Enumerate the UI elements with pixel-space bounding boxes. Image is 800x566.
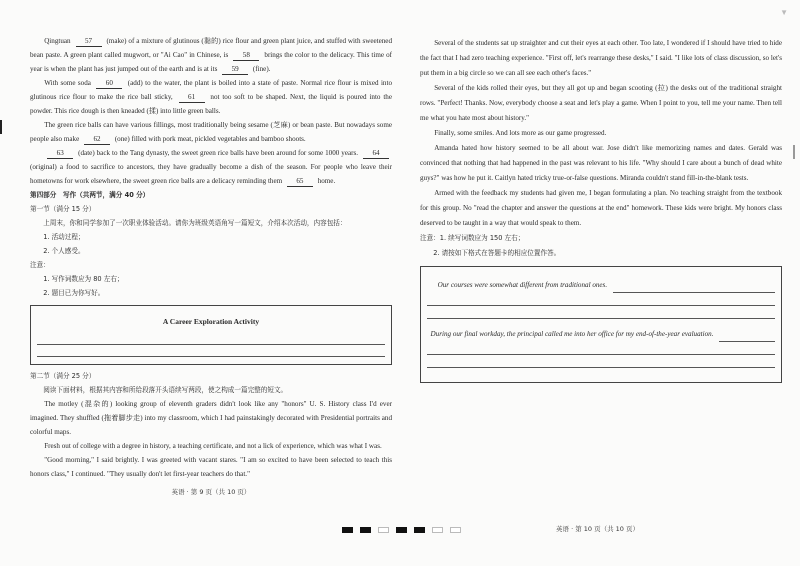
answer-line (427, 306, 775, 319)
passage-text: (add) to the water, the plant is boiled into a state of paste. Normal rice flour is mixed into glutinous rice flour to make the rice ball sticky, (30, 79, 392, 101)
writing-box (30, 305, 392, 365)
scan-edge-mark (793, 145, 795, 159)
blank-number: 61 (179, 92, 205, 103)
writing-box-title: A Career Exploration Activity (162, 317, 260, 326)
left-page (30, 34, 392, 497)
story-paragraph: Several of the kids rolled their eyes, but they all got up and began scooting (拉) the desks out of the traditional straight rows. "Perfect! Thanks. Now, everybody choose a seat and let's play a game. When I point to you, tell me your name. Then tell me what you hate most about history." (420, 84, 782, 122)
registration-mark (414, 527, 425, 533)
passage-text: Qingtuan (44, 37, 71, 45)
blank-number: 58 (233, 50, 259, 61)
passage-text: not too soft to be shaped. Next, the liquid is poured into the powder. This rice dough is then kneaded (揉) into little green balls. (30, 93, 392, 115)
answer-line (37, 345, 385, 357)
section2-title: 第二节（满分 25 分） (30, 372, 96, 380)
prompt-2: During our final workday, the principal called me into her office for my end-of-the-year evaluation. (430, 330, 714, 338)
registration-mark (378, 527, 389, 533)
note-2: 2. 题目已为你写好。 (43, 289, 105, 297)
answer-line (37, 333, 385, 345)
passage-paragraph (30, 34, 392, 76)
prompt-1: Our courses were somewhat different from traditional ones. (437, 281, 608, 289)
grammar-passage (30, 34, 392, 188)
passage-text: (date) back to the Tang dynasty, the sweet green rice balls have been around for some 1000 years. (78, 149, 359, 157)
story-paragraph: Several of the students sat up straighter and cut their eyes at each other. Too late, I wondered if I should have tried to hide the fact that I had zero teaching experience. "First off, let's rearrange these desks," I said. "I like lots of class discussion, so let's put them in a big circle so we can all see each other's faces." (420, 39, 782, 77)
registration-marks (342, 527, 461, 533)
story-paragraph: Finally, some smiles. And lots more as our game progressed. (434, 129, 607, 137)
story-paragraph: The motley (混杂的) looking group of eleventh graders didn't look like any "honors" U. S. History class I'd ever imagined. They shuffled (拖着脚步走) into my classroom, which I had painstakingly decorated with Presidential portraits and colorful maps. (30, 400, 392, 436)
passage-text: (make) of a mixture of glutinous (黏的) rice flour and green plant juice, and stuffed with sweetened bean paste. A green plant called mugwort, or "Ai Cao" in Chinese, is (30, 37, 393, 59)
blank-number: 64 (363, 148, 389, 159)
part4-title: 第四部分 写作（共两节，满分 40 分） (30, 191, 150, 199)
continuation-box (420, 266, 782, 383)
registration-mark (396, 527, 407, 533)
point-2: 2. 个人感受。 (43, 247, 85, 255)
passage-text: With some soda (44, 79, 91, 87)
story-paragraph: Fresh out of college with a degree in history, a teaching certificate, and not a lick of experience, which was what I was. (44, 442, 382, 450)
registration-mark (432, 527, 443, 533)
point-1: 1. 活动过程； (43, 233, 85, 241)
passage-paragraph (30, 76, 392, 118)
notes-label: 注意： (30, 261, 50, 269)
answer-line (427, 355, 775, 368)
registration-mark (450, 527, 461, 533)
passage-text: home. (317, 177, 336, 185)
passage-paragraph (30, 118, 392, 146)
answer-line (613, 284, 775, 293)
blank-number: 63 (47, 148, 73, 159)
registration-mark (360, 527, 371, 533)
blank-number: 57 (76, 36, 102, 47)
answer-line (719, 333, 775, 342)
page-footer-right: 英语 · 第 10 页（共 10 页） (556, 525, 640, 533)
right-page (420, 36, 782, 387)
registration-mark (342, 527, 353, 533)
section1-instruction: 上周末，你和同学参加了一次职业体验活动。请你为班级英语角写一篇短文，介绍本次活动，内容包括： (43, 219, 347, 227)
passage-text: The green rice balls can have various fillings, most traditionally being sesame (芝麻) or bean paste. But nowadays some people also make (30, 121, 392, 143)
note-2: 2. 请按如下格式在答题卡的相应位置作答。 (433, 249, 561, 257)
blank-number: 65 (287, 176, 313, 187)
passage-text: (one) filled with pork meat, pickled vegetables and bamboo shoots. (114, 135, 306, 143)
blank-number: 60 (96, 78, 122, 89)
answer-line (427, 342, 775, 355)
page-footer-left: 英语 · 第 9 页（共 10 页） (171, 488, 251, 496)
scan-edge-mark (0, 120, 2, 134)
blank-number: 62 (84, 134, 110, 145)
notes-label: 注意： (420, 234, 440, 242)
note-1: 1. 写作词数应为 80 左右； (43, 275, 124, 283)
passage-text: (original) a food to sacrifice to ancestors, they have gradually become a dish of the season. For people who leave their hometowns for work elsewhere, the sweet green rice balls are a delicacy reminding them (30, 163, 392, 185)
story-paragraph: Armed with the feedback my students had given me, I began formulating a plan. No teaching straight from the textbook for this group. No "read the chapter and answer the questions at the end" homework. These kids were bright. My honors class deserved to be taught in a way that would speak to them. (420, 189, 782, 227)
corner-mark: ▼ (780, 8, 788, 17)
passage-text: (fine). (252, 65, 271, 73)
story-paragraph: "Good morning," I said brightly. I was greeted with vacant stares. "I am so excited to have been selected to teach this honors class," I continued. "They usually don't let first-year teachers do that." (30, 456, 392, 478)
answer-line (427, 293, 775, 306)
story-paragraph: Amanda hated how history seemed to be all about war. Jose didn't like memorizing names and dates. Gerald was convinced that nothing that had happened in the past was relevant to his life. "Why should I care about a bunch of dead white guys?" was how he put it. Caitlyn hated tricky true-or-false questions. Miranda couldn't stand fill-in-the-blank tests. (420, 144, 782, 182)
blank-number: 59 (222, 64, 248, 75)
passage-text: brings the color to the delicacy. This time of year is when the plant has just jumped out of the earth and is at its (30, 51, 393, 73)
passage-paragraph (30, 146, 392, 188)
note-1: 1. 续写词数应为 150 左右； (439, 234, 525, 242)
section1-title: 第一节（满分 15 分） (30, 205, 96, 213)
section2-instruction: 阅读下面材料，根据其内容和所给段落开头语续写两段，使之构成一篇完整的短文。 (43, 386, 288, 394)
